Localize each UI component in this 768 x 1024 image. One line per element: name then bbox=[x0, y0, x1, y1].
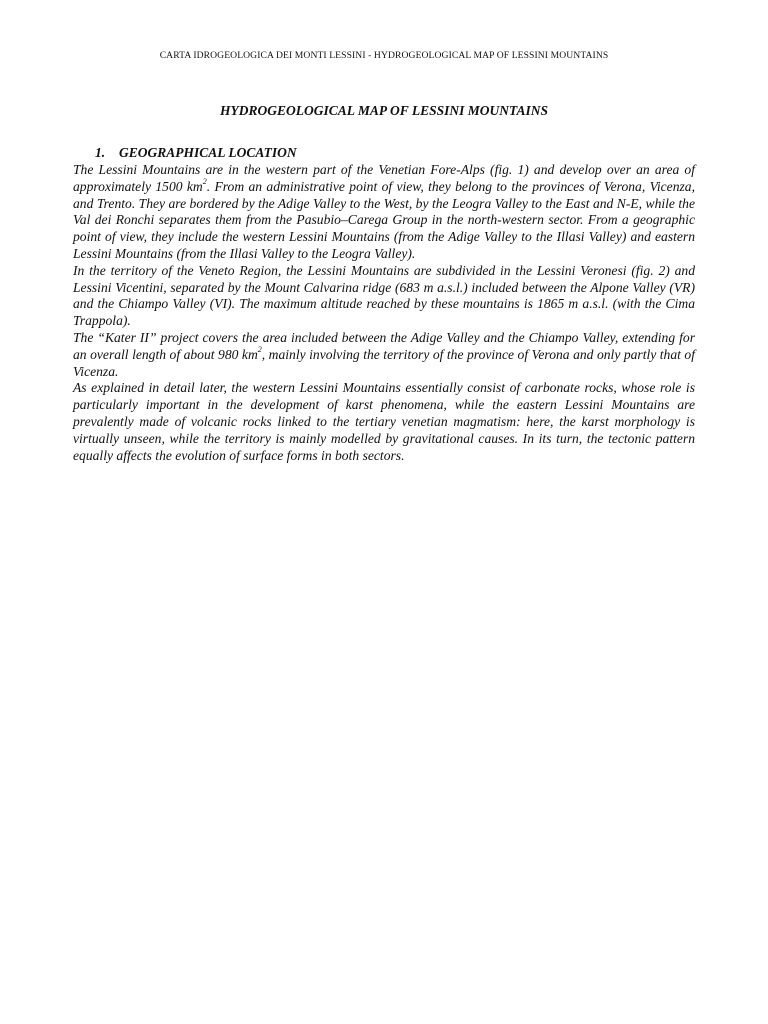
paragraph-3-text-b: , mainly involving the territory of the province of Verona and only partly that of Vicenza. bbox=[73, 346, 695, 379]
running-header: CARTA IDROGEOLOGICA DEI MONTI LESSINI - HYDROGEOLOGICAL MAP OF LESSINI MOUNTAINS bbox=[159, 50, 609, 61]
section-heading bbox=[95, 145, 297, 161]
section-number: 1. bbox=[95, 145, 106, 160]
document-title: HYDROGEOLOGICAL MAP OF LESSINI MOUNTAINS bbox=[219, 103, 549, 118]
section-title: GEOGRAPHICAL LOCATION bbox=[119, 145, 297, 160]
superscript-2: 2 bbox=[257, 345, 262, 355]
paragraph-4: As explained in detail later, the western Lessini Mountains essentially consist of carbonate rocks, whose role is particularly important in the development of karst phenomena, while the eastern Lessini Mountains are prevalently made of volcanic rocks linked to the tertiary venetian magmatism: here, the karst morphology is virtually unseen, while the territory is mainly modelled by gravitational causes. In its turn, the tectonic pattern equally affects the evolution of surface forms in both sectors. bbox=[73, 380, 695, 463]
paragraph-3 bbox=[73, 330, 695, 380]
body-text bbox=[73, 162, 695, 464]
paragraph-3-text-a: The “Kater II” project covers the area included between the Adige Valley and the Chiampo Valley, extending for an overall length of about 980 km bbox=[73, 329, 695, 362]
paragraph-1-text-a: The Lessini Mountains are in the western part of the Venetian Fore-Alps (fig. 1) and develop over an area of approximately 1500 km bbox=[73, 162, 695, 194]
paragraph-2: In the territory of the Veneto Region, the Lessini Mountains are subdivided in the Lessini Veronesi (fig. 2) and Lessini Vicentini, separated by the Mount Calvarina ridge (683 m a.s.l.) included between the Alpone Valley (VR) and the Chiampo Valley (VI). The maximum altitude reached by these mountains is 1865 m a.s.l. (with the Cima Trappola). bbox=[73, 262, 695, 329]
superscript-2: 2 bbox=[202, 177, 207, 187]
paragraph-1 bbox=[73, 162, 695, 263]
paragraph-1-text-b: . From an administrative point of view, they belong to the provinces of Verona, Vicenza, and Trento. They are bordered by the Adige Valley to the West, by the Leogra Valley to the East and N-E, while the Val dei Ronchi separates them from the Pasubio–Carega Group in the north-western sector. From a geographic point of view, they include the western Lessini Mountains (from the Adige Valley to the Illasi Valley) and eastern Lessini Mountains (from the Illasi Valley to the Leogra Valley). bbox=[73, 178, 695, 261]
